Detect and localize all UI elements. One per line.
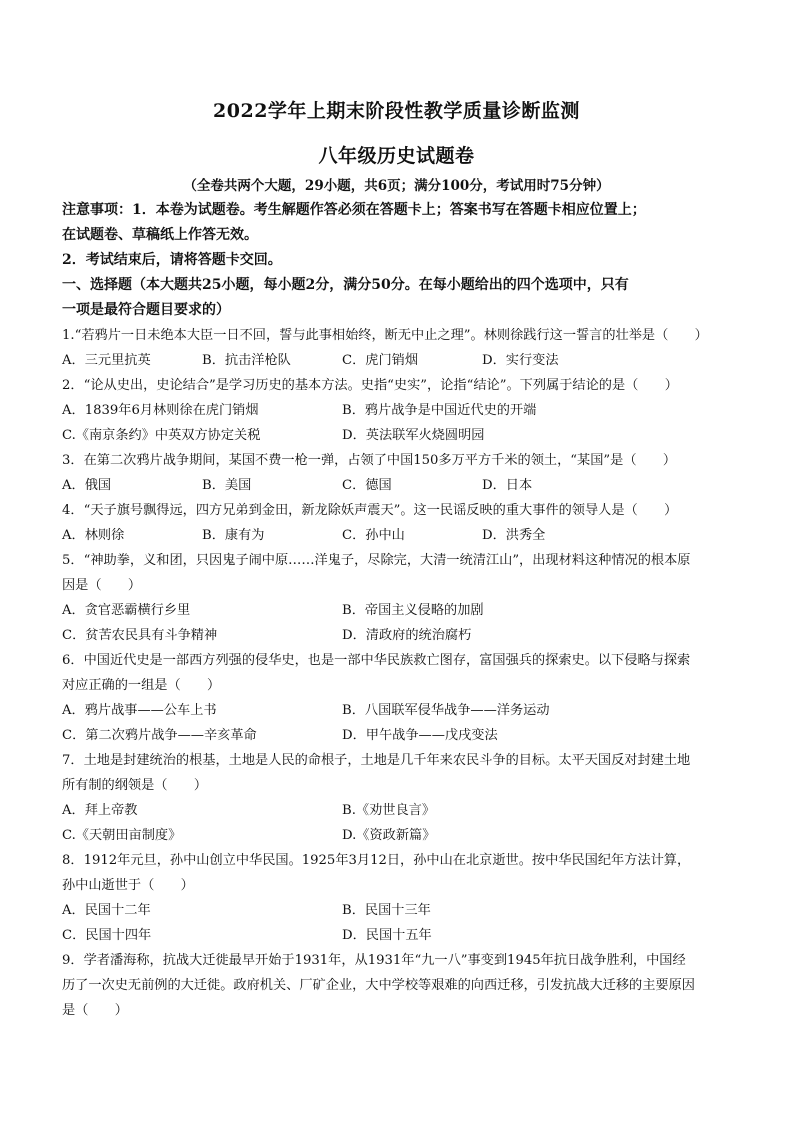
section-heading-line-1: 一、选择题（本大题共25小题，每小题2分，满分50分。在每小题给出的四个选项中，只有 <box>62 277 629 293</box>
question-8-option-d: D．民国十五年 <box>342 928 432 943</box>
question-3-option-c: C．德国 <box>342 478 392 493</box>
notes-line-3: 2．考试结束后，请将答题卡交回。 <box>62 252 282 268</box>
question-8-option-c: C．民国十四年 <box>62 928 152 943</box>
question-8-stem-line: 孙中山逝世于（ ） <box>62 878 194 893</box>
exam-info: （全卷共两个大题，29小题，共6页；满分100分，考试用时75分钟） <box>183 178 610 194</box>
question-2-option-a: A．1839年6月林则徐在虎门销烟 <box>62 403 259 418</box>
question-6-option-d: D．甲午战争——戊戌变法 <box>342 728 498 743</box>
question-6-option-b: B．八国联军侵华战争——洋务运动 <box>342 703 550 718</box>
question-1-option-b: B．抗击洋枪队 <box>202 353 291 368</box>
question-7-stem-line: 所有制的纲领是（ ） <box>62 778 208 793</box>
question-6-option-c: C．第二次鸦片战争——辛亥革命 <box>62 728 257 743</box>
question-9-stem-line: 历了一次史无前例的大迁徙。政府机关、厂矿企业，大中学校等艰难的向西迁移，引发抗战大迁移的主要原因 <box>62 978 695 993</box>
notes-line-2: 在试题卷、草稿纸上作答无效。 <box>62 227 258 243</box>
question-4-option-b: B．康有为 <box>202 528 265 543</box>
question-5-option-c: C．贫苦农民具有斗争精神 <box>62 628 218 643</box>
question-6-stem-line: 对应正确的一组是（ ） <box>62 678 221 693</box>
question-8-option-b: B．民国十三年 <box>342 903 431 918</box>
question-3-option-b: B．美国 <box>202 478 252 493</box>
question-3-option-a: A．俄国 <box>62 478 112 493</box>
question-2-option-b: B．鸦片战争是中国近代史的开端 <box>342 403 537 418</box>
question-1-option-a: A．三元里抗英 <box>62 353 151 368</box>
question-5-stem-line: 因是（ ） <box>62 578 142 593</box>
exam-subtitle: 八年级历史试题卷 <box>318 145 475 167</box>
question-5-option-a: A．贪官恶霸横行乡里 <box>62 603 191 618</box>
question-6-option-a: A．鸦片战事——公车上书 <box>62 703 217 718</box>
question-7-stem-line: 7．土地是封建统治的根基，土地是人民的命根子，土地是几千年来农民斗争的目标。太平天国反对封建土地 <box>62 753 691 768</box>
question-7-option-d: D.《资政新篇》 <box>342 828 436 843</box>
notes-line-1: 注意事项：1．本卷为试题卷。考生解题作答必须在答题卡上；答案书写在答题卡相应位置上； <box>62 202 646 218</box>
question-7-option-b: B.《劝世良言》 <box>342 803 436 818</box>
question-8-option-a: A．民国十二年 <box>62 903 151 918</box>
question-5-option-d: D．清政府的统治腐朽 <box>342 628 472 643</box>
exam-title: 2022学年上期末阶段性教学质量诊断监测 <box>213 100 580 122</box>
question-3-stem-line: 3．在第二次鸦片战争期间，某国不费一枪一弹，占领了中国150多万平方千米的领土，“某国”是（ ） <box>62 453 677 468</box>
question-5-stem-line: 5．“神助拳，义和团，只因鬼子闹中原……洋鬼子，尽除完，大清一统清江山”，出现材料这种情况的根本原 <box>62 553 691 568</box>
question-9-stem-line: 是（ ） <box>62 1003 128 1018</box>
question-2-option-c: C.《南京条约》中英双方协定关税 <box>62 428 261 443</box>
question-4-option-a: A．林则徐 <box>62 528 125 543</box>
question-2-option-d: D．英法联军火烧圆明园 <box>342 428 485 443</box>
question-1-stem-line: 1.“若鸦片一日未绝本大臣一日不回，誓与此事相始终，断无中止之理”。林则徐践行这一誓言的壮举是（ ） <box>62 328 708 343</box>
section-heading-line-2: 一项是最符合题目要求的） <box>62 302 230 318</box>
question-6-stem-line: 6．中国近代史是一部西方列强的侵华史，也是一部中华民族救亡图存，富国强兵的探索史。以下侵略与探索 <box>62 653 691 668</box>
question-4-option-c: C．孙中山 <box>342 528 405 543</box>
question-7-option-c: C.《天朝田亩制度》 <box>62 828 182 843</box>
question-2-stem-line: 2．“论从史出，史论结合”是学习历史的基本方法。史指“史实”，论指“结论”。下列属于结论的是（ ） <box>62 378 678 393</box>
question-8-stem-line: 8．1912年元旦，孙中山创立中华民国。1925年3月12日，孙中山在北京逝世。按中华民国纪年方法计算， <box>62 853 691 868</box>
question-7-option-a: A．拜上帝教 <box>62 803 138 818</box>
question-1-option-c: C．虎门销烟 <box>342 353 419 368</box>
question-4-stem-line: 4．“天子旗号飘得远，四方兄弟到金田，新龙除妖声震天”。这一民谣反映的重大事件的领导人是（ ） <box>62 503 678 518</box>
question-1-option-d: D．实行变法 <box>482 353 559 368</box>
question-3-option-d: D．日本 <box>482 478 533 493</box>
question-9-stem-line: 9．学者潘海称，抗战大迁徙最早开始于1931年，从1931年“九一八”事变到1945年抗日战争胜利，中国经 <box>62 953 686 968</box>
question-5-option-b: B．帝国主义侵略的加剧 <box>342 603 484 618</box>
question-4-option-d: D．洪秀全 <box>482 528 546 543</box>
